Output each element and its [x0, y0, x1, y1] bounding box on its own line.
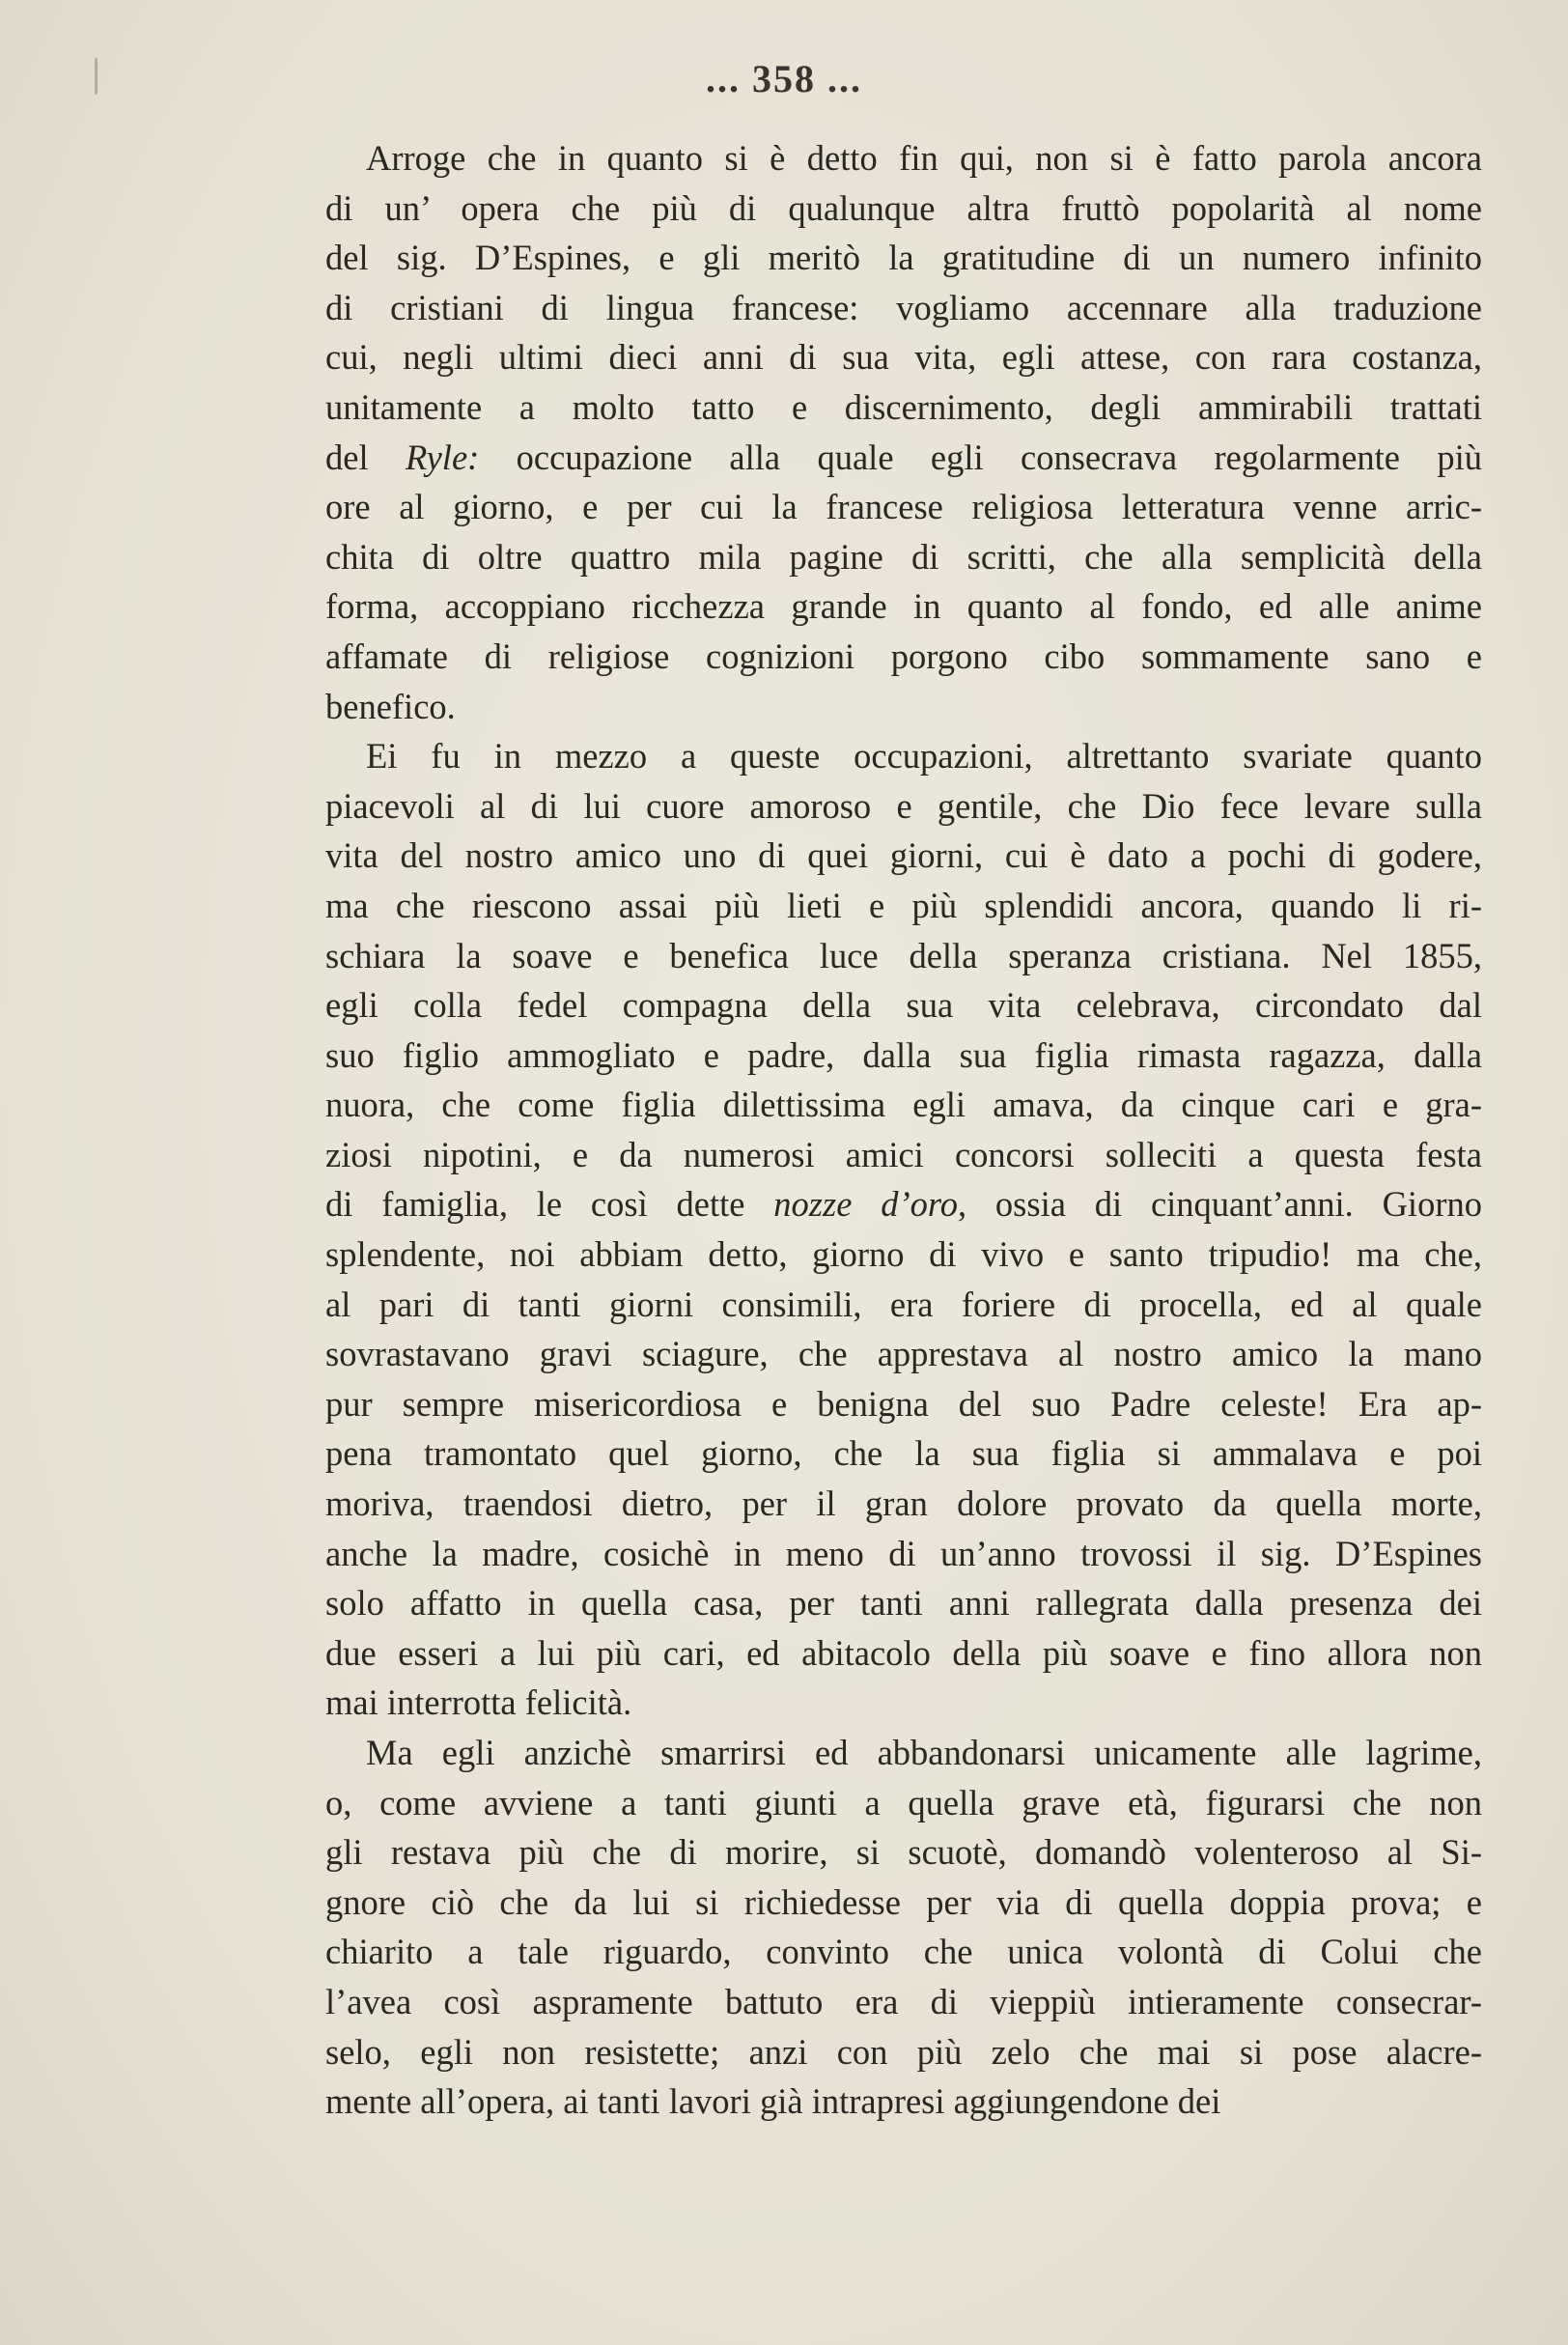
text-line: pena tramontato quel giorno, che la sua figlia si ammalava e poi — [325, 1433, 1482, 1474]
text-line: selo, egli non resistette; anzi con più zelo che mai si pose alacre- — [325, 2031, 1482, 2072]
text-line: nuora, che come figlia dilettissima egli amava, da cinque cari e gra- — [325, 1085, 1482, 1125]
text-line: sovrastavano gravi sciagure, che apprestava al nostro amico la mano — [325, 1334, 1482, 1374]
text-line: chiarito a tale riguardo, convinto che unica volontà di Colui che — [325, 1932, 1482, 1972]
paragraph — [325, 731, 1482, 1728]
text-line: suo figlio ammogliato e padre, dalla sua figlia rimasta ragazza, dalla — [325, 1034, 1482, 1075]
text-line: Arroge che in quanto si è detto fin qui, non si è fatto parola ancora — [366, 138, 1482, 178]
body-text — [325, 133, 1482, 2127]
text-line: egli colla fedel compagna della sua vita celebrava, circondato dal — [325, 985, 1482, 1026]
text-line: solo affatto in quella casa, per tanti anni rallegrata dalla presenza dei — [325, 1583, 1482, 1624]
text-line: al pari di tanti giorni consimili, era foriere di procella, ed al quale — [325, 1284, 1482, 1324]
paragraph — [325, 133, 1482, 731]
text-line: chita di oltre quattro mila pagine di scritti, che alla semplicità della — [325, 536, 1482, 577]
text-line: anche la madre, cosichè in meno di un’anno trovossi il sig. D’Espines — [325, 1533, 1482, 1573]
text-line: l’avea così aspramente battuto era di vieppiù intieramente consecrar- — [325, 1981, 1482, 2021]
text-segment: del — [325, 437, 406, 477]
text-line: due esseri a lui più cari, ed abitacolo della più soave e fino allora non — [325, 1632, 1482, 1673]
text-line: splendente, noi abbiam detto, giorno di vivo e santo tripudio! ma che, — [325, 1234, 1482, 1275]
text-line: di un’ opera che più di qualunque altra fruttò popolarità al nome — [325, 187, 1482, 228]
text-line: piacevoli al di lui cuore amoroso e gentile, che Dio fece levare sulla — [325, 785, 1482, 826]
paragraph — [325, 1728, 1482, 2127]
text-line: moriva, traendosi dietro, per il gran dolore provato da quella morte, — [325, 1483, 1482, 1524]
text-line: Ei fu in mezzo a queste occupazioni, altrettanto svariate quanto — [366, 736, 1482, 777]
text-line: del sig. D’Espines, e gli meritò la gratitudine di un numero infinito — [325, 238, 1482, 278]
text-segment: di famiglia, le così dette — [325, 1184, 774, 1225]
text-line: vita del nostro amico uno di quei giorni, cui è dato a pochi di godere, — [325, 835, 1482, 876]
text-line: affamate di religiose cognizioni porgono cibo sommamente sano e — [325, 636, 1482, 676]
text-line: mente all’opera, ai tanti lavori già intrapresi aggiungendone dei — [325, 2081, 1221, 2122]
text-line: unitamente a molto tatto e discernimento, degli ammirabili trattati — [325, 386, 1482, 427]
italic-text: Ryle: — [405, 437, 480, 477]
text-line: pur sempre misericordiosa e benigna del suo Padre celeste! Era ap- — [325, 1383, 1482, 1424]
text-line: gli restava più che di morire, si scuotè, domandò volenteroso al Si- — [325, 1832, 1482, 1873]
text-line: ziosi nipotini, e da numerosi amici concorsi solleciti a questa festa — [325, 1134, 1482, 1174]
text-line — [325, 1179, 1482, 1229]
text-line: gnore ciò che da lui si richiedesse per via di quella doppia prova; e — [325, 1881, 1482, 1922]
italic-text: nozze d’oro — [773, 1184, 958, 1225]
text-line: cui, negli ultimi dieci anni di sua vita, egli attese, con rara costanza, — [325, 337, 1482, 378]
text-line: forma, accoppiano ricchezza grande in quanto al fondo, ed alle anime — [325, 586, 1482, 627]
text-line: ma che riescono assai più lieti e più splendidi ancora, quando li ri- — [325, 885, 1482, 925]
page-number: ... 358 ... — [706, 57, 862, 100]
text-line: benefico. — [325, 686, 456, 726]
text-line: o, come avviene a tanti giunti a quella grave età, figurarsi che non — [325, 1782, 1482, 1822]
text-line: di cristiani di lingua francese: vogliamo accennare alla traduzione — [325, 287, 1482, 327]
text-segment: occupazione alla quale egli consecrava regolarmente più — [479, 437, 1483, 477]
text-line: Ma egli anzichè smarrirsi ed abbandonarsi unicamente alle lagrime, — [366, 1733, 1482, 1772]
text-line — [325, 433, 1482, 483]
text-segment: , ossia di cinquant’anni. Giorno — [957, 1184, 1482, 1225]
text-line: schiara la soave e benefica luce della speranza cristiana. Nel 1855, — [325, 935, 1482, 975]
text-line: ore al giorno, e per cui la francese religiosa letteratura venne arric- — [325, 487, 1482, 527]
text-line: mai interrotta felicità. — [325, 1682, 632, 1723]
